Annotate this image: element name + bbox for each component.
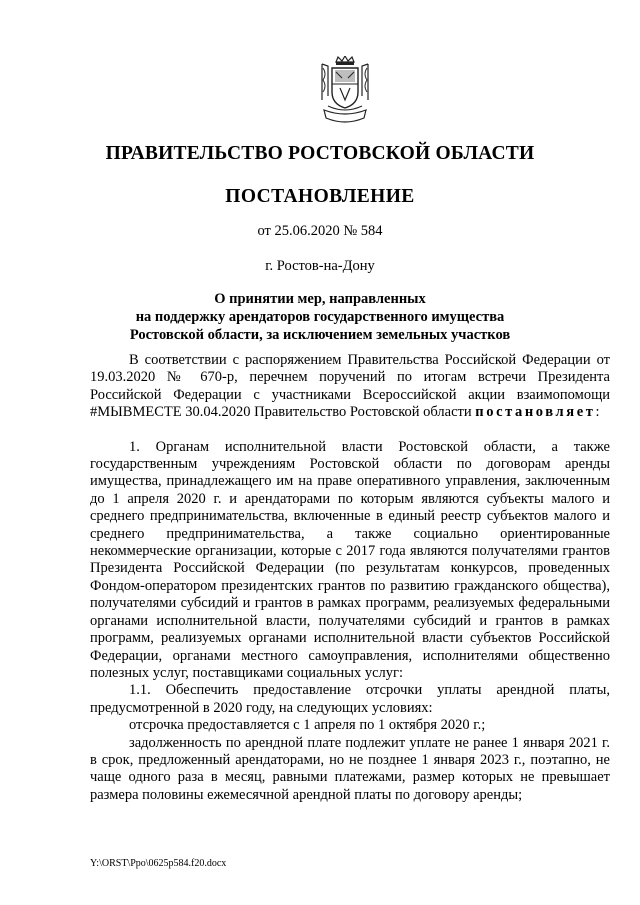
paragraph-1: 1. Органам исполнительной власти Ростовской области, а также государственным учреждениям Ростовской области по договорам аренды имущества, принадлежащего им на праве оперативного управления, заключенным до 1 апреля 2020 г. и арендаторами по которым являются субъекты малого и среднего предпринимательства, включенные в единый реестр субъектов малого и среднего предпринимательства, а также социально ориентированные некоммерческие организации, которые с 2017 года являются получателями грантов Президента Российской Федерации (по результатам конкурсов, проведенных Фондом-оператором президентских грантов по развитию гражданского общества), получателями субсидий и грантов в рамках программ, реализуемых федеральными органами исполнительной власти, получателями субсидий и грантов в рамках программ, реализуемых органами исполнительной власти субъектов Российской Федерации, органами местного самоуправления, исполнителями общественно полезных услуг, поставщиками социальных услуг:: [90, 438, 610, 681]
subject-line: О принятии мер, направленных: [214, 291, 426, 307]
subject-line: Ростовской области, за исключением земельных участков: [129, 327, 511, 343]
preamble-text: В соответствии с распоряжением Правительства Российской Федерации от 19.03.2020 № 670-р, перечнем поручений по итогам встречи Президента Российской Федерации с участниками Всероссийской акции взаимопомощи #МЫВМЕСТЕ 30.04.2020 Правительство Ростовской области: [90, 352, 610, 421]
coat-of-arms-icon: [318, 56, 372, 128]
document-type: ПОСТАНОВЛЕНИЕ: [225, 186, 415, 207]
date-number: от 25.06.2020 № 584: [257, 223, 383, 239]
paragraph-1-1: 1.1. Обеспечить предоставление отсрочки уплаты арендной платы, предусмотренной в 2020 году, на следующих условиях:: [90, 682, 610, 716]
city: г. Ростов-на-Дону: [265, 258, 375, 274]
resolves-colon: :: [595, 404, 600, 421]
document-subject: [100, 290, 540, 344]
preamble-paragraph: [90, 352, 610, 422]
government-title: ПРАВИТЕЛЬСТВО РОСТОВСКОЙ ОБЛАСТИ: [105, 143, 535, 164]
paragraph-1-1-condition: отсрочка предоставляется с 1 апреля по 1 октября 2020 г.;: [129, 717, 486, 734]
resolves-word: постановляет: [475, 404, 596, 421]
document-body: [90, 352, 610, 804]
paragraph-1-1-condition: задолженность по арендной плате подлежит уплате не ранее 1 января 2021 г. в срок, предложенный арендаторами, но не позднее 1 января 2023 г., поэтапно, не чаще одного раза в месяц, равными платежами, размер которых не превышает размера половины ежемесячной арендной платы по договору аренды;: [90, 734, 610, 803]
subject-line: на поддержку арендаторов государственного имущества: [135, 309, 505, 325]
file-path-footer: Y:\ORST\Ppo\0625p584.f20.docx: [90, 858, 227, 869]
